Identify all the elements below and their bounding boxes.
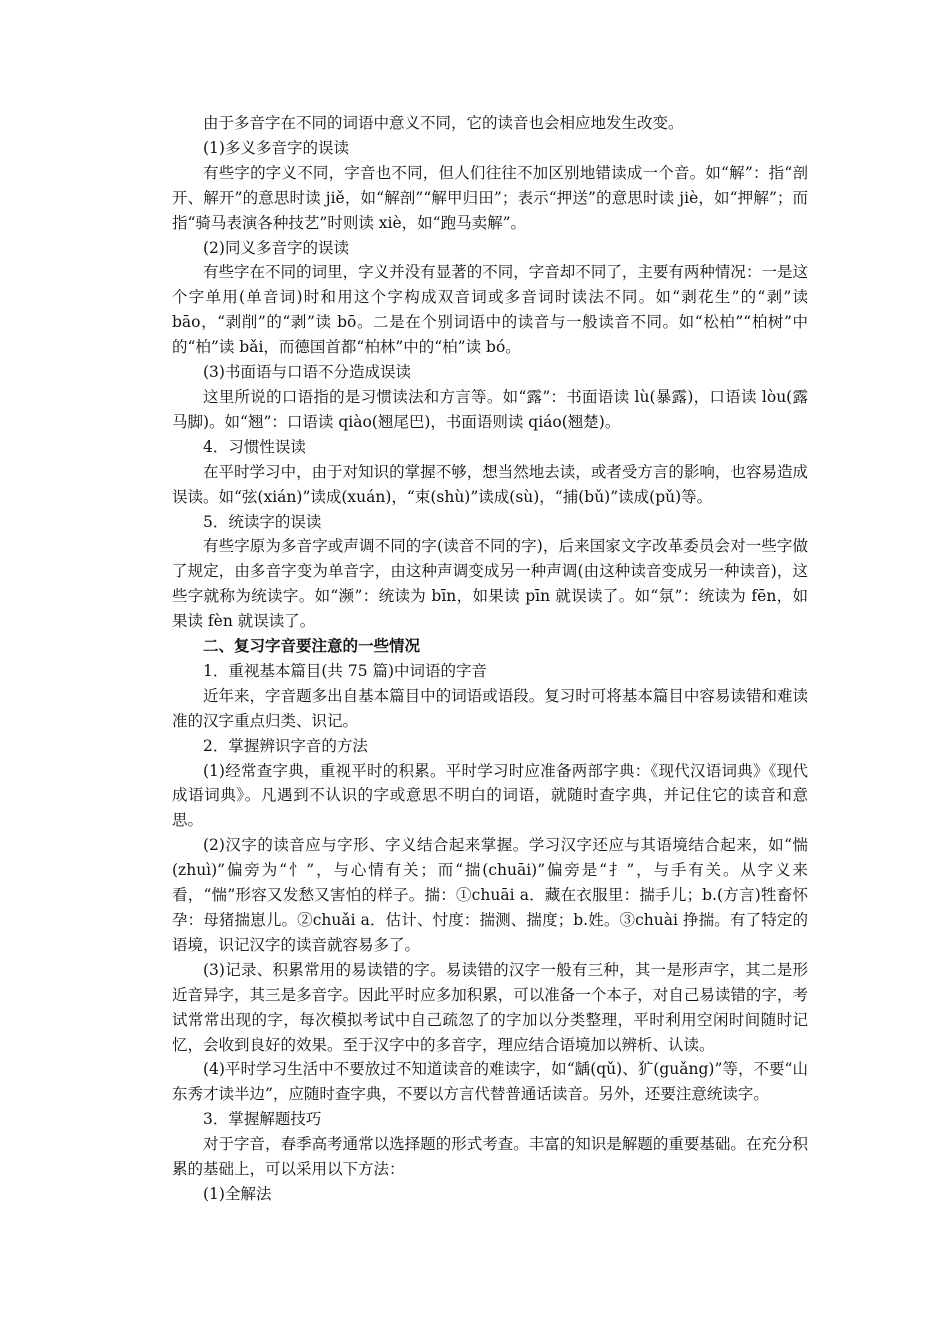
paragraph: 有些字原为多音字或声调不同的字(读音不同的字)，后来国家文字改革委员会对一些字做了规定，由多音字变为单音字，由这种声调变成另一种声调(由这种读音变成另一种读音)，这些字就称为统读字。如“濒”：统读为 bīn，如果读 pīn 就误读了。如“氛”：统读为 fēn，如果读 fèn 就误读了。 [172, 537, 808, 631]
paragraph: (3)记录、积累常用的易读错的字。易读错的汉字一般有三种，其一是形声字，其二是形近音异字，其三是多音字。因此平时应多加积累，可以准备一个本子，对自己易读错的字，考试常常出现的字，每次模拟考试中自己疏忽了的字加以分类整理，平时利用空闲时间随时记忆，会收到良好的效果。至于汉字中的多音字，理应结合语境加以辨析、认读。 [172, 960, 808, 1054]
subheading: 5．统读字的误读 [203, 512, 322, 531]
paragraph: (2)汉字的读音应与字形、字义结合起来掌握。学习汉字还应与其语境结合起来，如“惴(zhuì)”偏旁为“忄”，与心情有关；而“揣(chuāi)”偏旁是“扌”，与手有关。从字义来看，“惴”形容又发愁又害怕的样子。揣：①chuāi a．藏在衣服里：揣手儿；b.(方言)牲畜怀孕：母猪揣崽儿。②chuǎi a．估计、忖度：揣测、揣度；b.姓。③chuài 挣揣。有了特定的语境，识记汉字的读音就容易多了。 [172, 836, 808, 954]
paragraph: 有些字的字义不同，字音也不同，但人们往往不加区别地错读成一个音。如“解”：指“剖开、解开”的意思时读 jiě，如“解剖”“解甲归田”；表示“押送”的意思时读 jiè，如“押解”；而指“骑马表演各种技艺”时则读 xiè，如“跑马卖解”。 [172, 163, 808, 232]
subheading: (2)同义多音字的误读 [203, 238, 349, 257]
subheading: 3．掌握解题技巧 [203, 1110, 322, 1129]
paragraph: 在平时学习中，由于对知识的掌握不够，想当然地去读，或者受方言的影响，也容易造成误读。如“弦(xián)”读成(xuán)，“束(shù)”读成(sù)，“捕(bǔ)”读成(pǔ)等。 [172, 462, 808, 506]
subheading: (1)多义多音字的误读 [203, 138, 349, 157]
subheading: (3)书面语与口语不分造成误读 [203, 363, 411, 382]
paragraph: 这里所说的口语指的是习惯读法和方言等。如“露”：书面语读 lù(暴露)，口语读 lòu(露马脚)。如“翘”：口语读 qiào(翘尾巴)，书面语则读 qiáo(翘楚)。 [172, 387, 808, 431]
paragraph: 对于字音，春季高考通常以选择题的形式考查。丰富的知识是解题的重要基础。在充分积累的基础上，可以采用以下方法： [172, 1135, 808, 1179]
subheading: 4．习惯性误读 [203, 437, 306, 456]
paragraph: 由于多音字在不同的词语中意义不同，它的读音也会相应地发生改变。 [203, 114, 684, 132]
paragraph: 近年来，字音题多出自基本篇目中的词语或语段。复习时可将基本篇目中容易读错和难读准的汉字重点归类、识记。 [172, 686, 808, 730]
subheading: 1．重视基本篇目(共 75 篇)中词语的字音 [203, 661, 488, 680]
document-body [172, 111, 808, 1207]
subheading: (1)全解法 [203, 1184, 272, 1203]
paragraph: (1)经常查字典，重视平时的积累。平时学习时应准备两部字典：《现代汉语词典》《现代成语词典》。凡遇到不认识的字或意思不明白的词语，就随时查字典，并记住它的读音和意思。 [172, 761, 808, 830]
section-heading: 二、复习字音要注意的一些情况 [203, 636, 421, 656]
paragraph: (4)平时学习生活中不要放过不知道读音的难读字，如“龋(qǔ)、犷(guǎng)”等，不要“山东秀才读半边”，应随时查字典，不要以方言代替普通话读音。另外，还要注意统读字。 [172, 1060, 808, 1104]
paragraph: 有些字在不同的词里，字义并没有显著的不同，字音却不同了，主要有两种情况：一是这个字单用(单音词)时和用这个字构成双音词或多音词时读法不同。如“剥花生”的“剥”读 bāo，“剥削”的“剥”读 bō。二是在个别词语中的读音与一般读音不同。如“松柏”“柏树”中的“柏”读 bǎi，而德国首都“柏林”中的“柏”读 bó。 [172, 263, 808, 357]
subheading: 2．掌握辨识字音的方法 [203, 736, 368, 755]
